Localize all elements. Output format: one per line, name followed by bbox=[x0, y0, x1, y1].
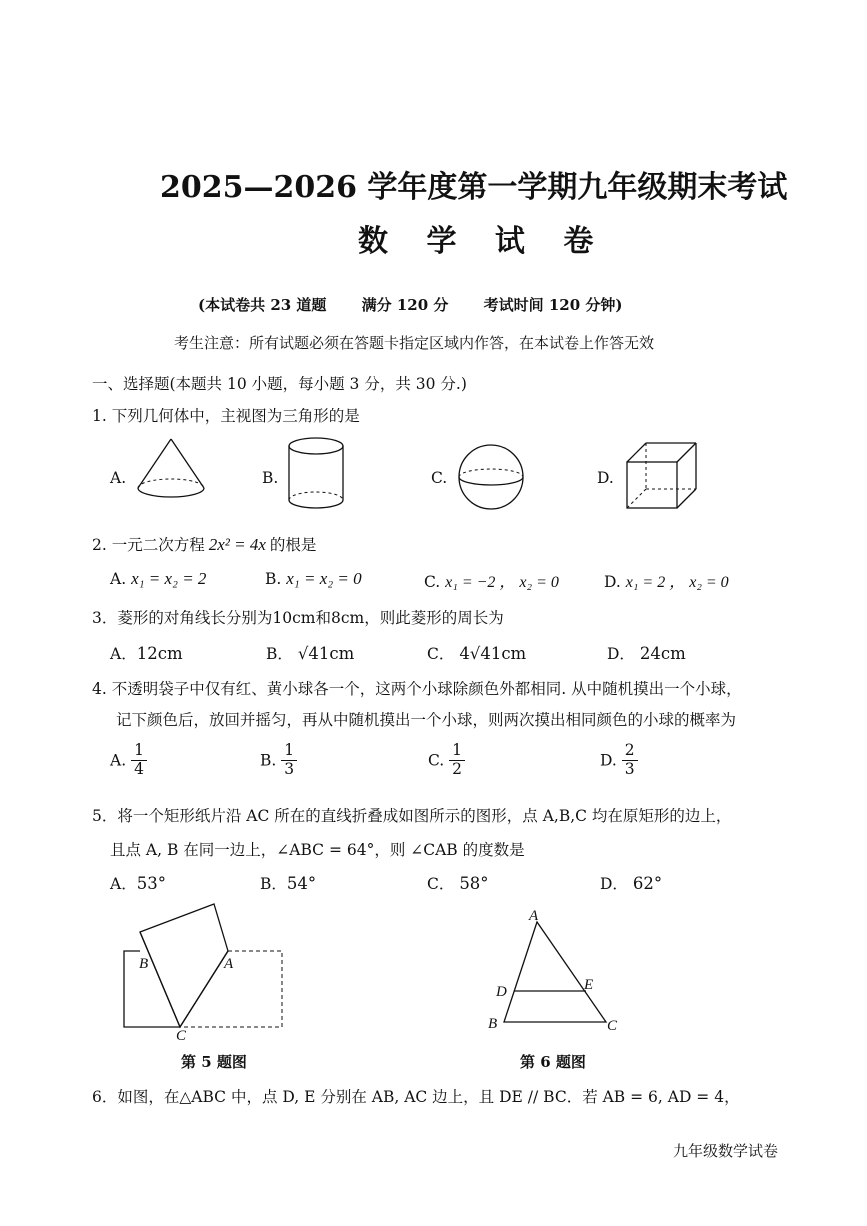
fig6-label-e: E bbox=[584, 977, 594, 993]
option-label: B. bbox=[260, 751, 277, 770]
q1-option-a-label: A. bbox=[110, 469, 127, 487]
option-label: D. bbox=[600, 751, 617, 770]
option-text: 58° bbox=[459, 874, 489, 893]
q1-option-d-label: D. bbox=[597, 469, 614, 487]
q3-option-b bbox=[266, 642, 354, 664]
option-text: 54° bbox=[286, 874, 317, 893]
q4-option-d bbox=[600, 742, 638, 779]
exam-info: (本试卷共 23 道题 满分 120 分 考试时间 120 分钟) bbox=[198, 296, 623, 314]
question-5-line-2: 且点 A, B 在同一边上，∠ABC = 64°，则 ∠CAB 的度数是 bbox=[110, 841, 525, 859]
numerator: 1 bbox=[281, 742, 297, 761]
exam-subtitle: 数 学 试 卷 bbox=[358, 224, 608, 259]
q3-option-a bbox=[110, 642, 183, 664]
option-label: C． bbox=[427, 875, 455, 893]
numerator: 1 bbox=[449, 742, 465, 761]
fig5-label-c: C bbox=[176, 1028, 187, 1042]
option-text: 62° bbox=[632, 874, 663, 893]
q2-option-c bbox=[424, 569, 559, 592]
q2-option-b bbox=[265, 569, 362, 589]
q4-option-b bbox=[260, 742, 297, 779]
question-2-stem bbox=[92, 533, 316, 555]
q5-option-a bbox=[110, 872, 166, 894]
q2-option-d bbox=[604, 569, 729, 592]
question-5-line-1: 5．将一个矩形纸片沿 AC 所在的直线折叠成如图所示的图形，点 A,B,C 均在原矩形的边上， bbox=[92, 807, 732, 825]
option-text: √41cm bbox=[297, 644, 355, 663]
fig5-label-a: A bbox=[224, 956, 234, 972]
numerator: 2 bbox=[622, 742, 638, 761]
question-4-line-1: 4. 不透明袋子中仅有红、黄小球各一个，这两个小球除颜色外都相同. 从中随机摸出一个小球， bbox=[92, 680, 742, 698]
page-footer: 九年级数学试卷 bbox=[673, 1142, 779, 1160]
fig6-label-b: B bbox=[488, 1016, 498, 1032]
q1-option-c-label: C. bbox=[431, 469, 448, 487]
figure-5-caption: 第 5 题图 bbox=[181, 1053, 247, 1071]
section-heading: 一、选择题(本题共 10 小题，每小题 3 分，共 30 分.) bbox=[92, 375, 467, 393]
q3-option-d bbox=[607, 642, 686, 664]
denominator: 3 bbox=[624, 759, 635, 778]
cylinder-icon bbox=[284, 436, 348, 512]
q5-option-b bbox=[260, 872, 316, 894]
option-text: 24cm bbox=[639, 644, 686, 663]
option-text: x₁ = −2 ， x₂ = 0 bbox=[445, 574, 559, 591]
option-label: A. bbox=[110, 751, 127, 770]
q4-option-a bbox=[110, 742, 147, 779]
exam-title: 2025—2026 学年度第一学期九年级期末考试 bbox=[160, 170, 788, 205]
option-label: B． bbox=[260, 875, 287, 893]
q4-option-c bbox=[428, 742, 465, 779]
option-text: x₁ = 2 ， x₂ = 0 bbox=[625, 574, 729, 591]
question-6-line-1: 6．如图，在△ABC 中，点 D, E 分别在 AB, AC 边上，且 DE // BC．若 AB = 6, AD = 4， bbox=[92, 1088, 740, 1106]
q2-equation: 2x² = 4x bbox=[208, 535, 266, 554]
fig6-label-c: C bbox=[607, 1018, 618, 1034]
fraction bbox=[281, 742, 297, 779]
option-label: D． bbox=[607, 645, 635, 663]
option-label: A． bbox=[110, 875, 137, 893]
cube-icon bbox=[624, 440, 700, 512]
fig6-label-a: A bbox=[529, 908, 539, 924]
option-label: A. bbox=[110, 570, 127, 588]
option-label: D. bbox=[604, 573, 621, 591]
figure-6-caption: 第 6 题图 bbox=[520, 1053, 586, 1071]
option-text: 12cm bbox=[136, 644, 183, 663]
denominator: 4 bbox=[134, 759, 144, 778]
q5-option-c bbox=[427, 872, 489, 894]
q2-stem-post: 的根是 bbox=[269, 536, 317, 554]
figure-5-folded-rectangle bbox=[118, 892, 290, 1042]
denominator: 2 bbox=[452, 759, 463, 778]
option-label: C. bbox=[424, 573, 441, 591]
figure-6-triangle bbox=[482, 904, 628, 1040]
option-label: C. bbox=[428, 751, 445, 770]
fraction bbox=[622, 742, 638, 779]
denominator: 3 bbox=[284, 759, 295, 778]
option-label: B． bbox=[266, 645, 293, 663]
cone-icon bbox=[134, 436, 208, 502]
exam-notice: 考生注意：所有试题必须在答题卡指定区域内作答，在本试卷上作答无效 bbox=[174, 334, 655, 352]
option-label: A． bbox=[110, 645, 137, 663]
option-text: 4√41cm bbox=[459, 644, 527, 663]
numerator: 1 bbox=[131, 742, 147, 761]
question-1-stem: 1. 下列几何体中，主视图为三角形的是 bbox=[92, 407, 360, 425]
option-text: x₁ = x₂ = 0 bbox=[286, 569, 362, 588]
fig6-label-d: D bbox=[496, 984, 507, 1000]
option-label: B. bbox=[265, 570, 282, 588]
fraction bbox=[131, 742, 147, 779]
q5-option-d bbox=[600, 872, 662, 894]
question-3-stem: 3．菱形的对角线长分别为10cm和8cm，则此菱形的周长为 bbox=[92, 609, 504, 627]
fig5-label-b: B bbox=[139, 956, 149, 972]
q2-stem-pre: 2. 一元二次方程 bbox=[92, 536, 205, 554]
question-4-line-2: 记下颜色后，放回并摇匀，再从中随机摸出一个小球，则两次摸出相同颜色的小球的概率为 bbox=[116, 711, 737, 729]
q1-option-b-label: B. bbox=[262, 469, 279, 487]
q2-option-a bbox=[110, 569, 206, 589]
option-text: x₁ = x₂ = 2 bbox=[131, 569, 207, 588]
sphere-icon bbox=[456, 442, 526, 512]
fraction bbox=[449, 742, 465, 779]
option-text: 53° bbox=[136, 874, 166, 893]
option-label: D． bbox=[600, 875, 628, 893]
option-label: C． bbox=[427, 645, 455, 663]
q3-option-c bbox=[427, 642, 526, 664]
